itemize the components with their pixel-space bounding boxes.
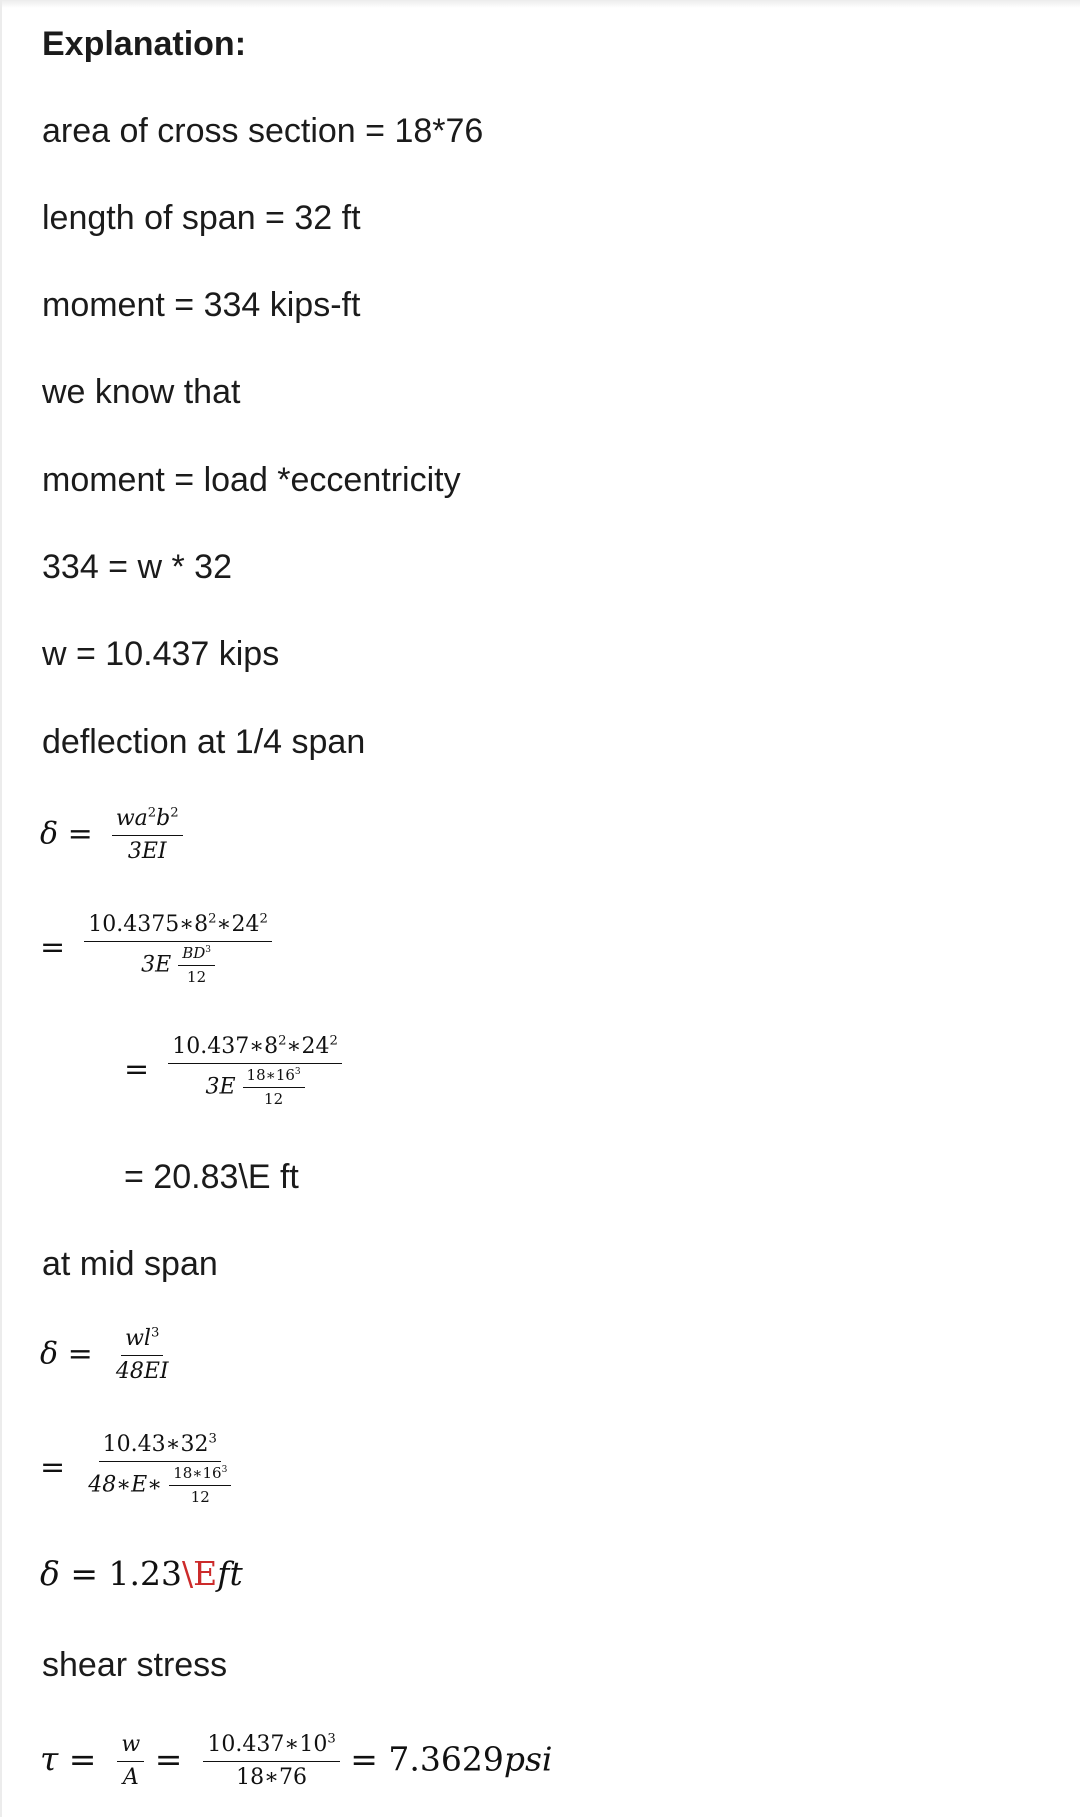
deflection-formula: δ = $\frac{wa^2b^2}{3EI}$ bbox=[40, 806, 183, 865]
equation-334-line: 334 = w * 32 bbox=[42, 548, 232, 586]
mid-span-line: at mid span bbox=[42, 1245, 218, 1283]
latex-error-text: \E bbox=[182, 1554, 218, 1593]
quarter-span-line: deflection at 1/4 span bbox=[42, 723, 366, 761]
deflection-substitution-1: = $10.4375∗8^2∗24^2$ 3E $\frac{BD^3}{12}$ bbox=[40, 912, 272, 986]
span-line: length of span = 32 ft bbox=[42, 199, 361, 237]
quarter-span-result: = 20.83\E ft bbox=[124, 1158, 299, 1196]
deflection-substitution-2: = $10.437∗8^2∗24^2$ 3E $\frac{18∗16^3}{12}$ bbox=[124, 1034, 342, 1108]
left-border bbox=[0, 0, 2, 1817]
explanation-heading: Explanation: bbox=[42, 25, 247, 63]
know-line: we know that bbox=[42, 373, 241, 411]
w-value-line: w = 10.437 kips bbox=[42, 635, 280, 673]
mid-span-substitution: = $10.43∗32^3$ 48∗E∗ $\frac{18∗16^3}{12}$ bbox=[40, 1432, 235, 1506]
shear-stress-line: shear stress bbox=[42, 1646, 228, 1684]
moment-equation-line: moment = load *eccentricity bbox=[42, 461, 461, 499]
mid-span-result: δ = 1.23\Eft bbox=[40, 1554, 243, 1593]
mid-span-formula: δ = $\frac{wl^3}{48EI}$ bbox=[40, 1325, 169, 1384]
area-line: area of cross section = 18*76 bbox=[42, 112, 484, 150]
shear-stress-formula: τ = $\frac{w}{A}$ = $\frac{10.437∗10^3}{18∗76}$ = 7.3629psi bbox=[40, 1731, 553, 1790]
top-divider bbox=[0, 0, 1080, 8]
moment-line: moment = 334 kips-ft bbox=[42, 286, 361, 324]
